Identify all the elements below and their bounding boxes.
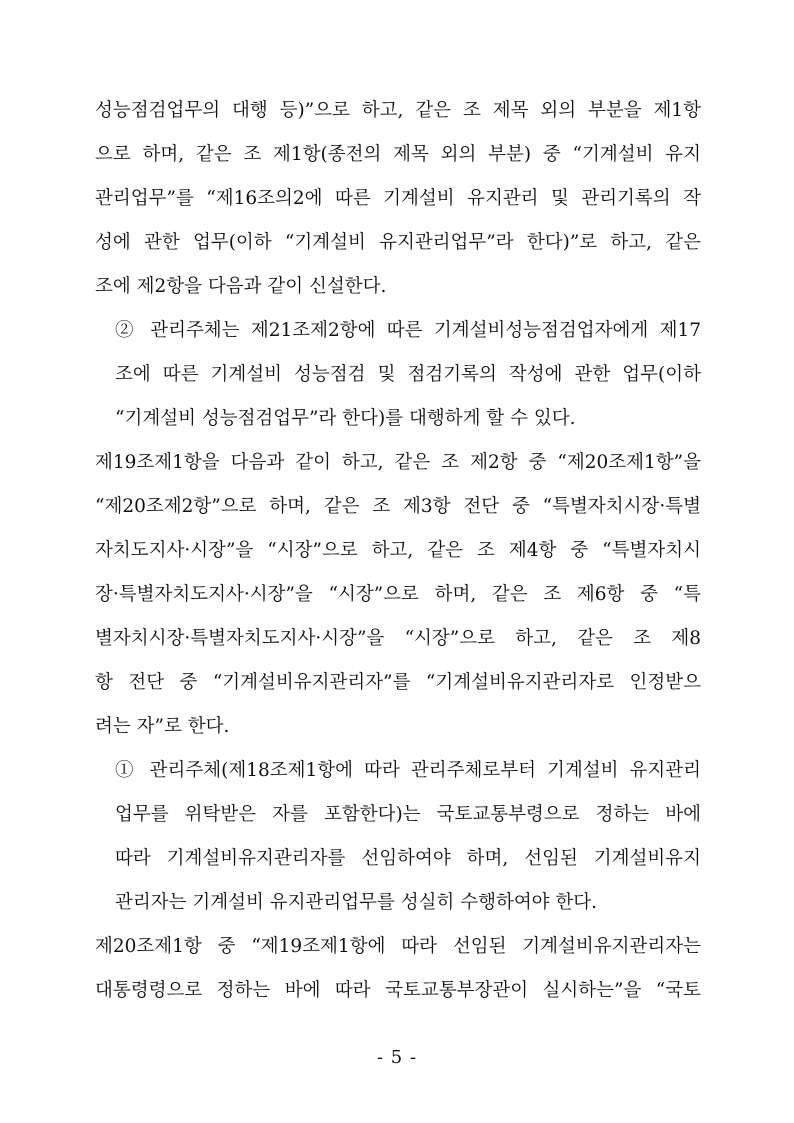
text-line: 대통령령으로 정하는 바에 따라 국토교통부장관이 실시하는”을 “국토: [95, 980, 701, 1001]
text-line: 조에 따른 기계설비 성능점검 및 점검기록의 작성에 관한 업무(이하: [115, 364, 701, 385]
text-line: 조에 제2항을 다음과 같이 신설한다.: [95, 276, 387, 297]
text-line: “제20조제2항”으로 하며, 같은 조 제3항 전단 중 “특별자치시장·특별: [95, 496, 701, 517]
text-line: 으로 하며, 같은 조 제1항(종전의 제목 외의 부분) 중 “기계설비 유지: [95, 144, 701, 165]
text-line: 장·특별자치도지사·시장”을 “시장”으로 하며, 같은 조 제6항 중 “특: [95, 584, 701, 605]
text-line: ② 관리주체는 제21조제2항에 따른 기계설비성능점검업자에게 제17: [115, 320, 701, 341]
text-line: 제19조제1항을 다음과 같이 하고, 같은 조 제2항 중 “제20조제1항”을: [95, 452, 701, 473]
text-line: 따라 기계설비유지관리자를 선임하여야 하며, 선임된 기계설비유지: [115, 848, 701, 869]
text-line: “기계설비 성능점검업무”라 한다)를 대행하게 할 수 있다.: [115, 408, 576, 429]
page-number: - 5 -: [376, 1047, 418, 1068]
text-line: 별자치시장·특별자치도지사·시장”을 “시장”으로 하고, 같은 조 제8: [95, 628, 701, 649]
text-line: 관리자는 기계설비 유지관리업무를 성실히 수행하여야 한다.: [115, 892, 598, 913]
text-line: 업무를 위탁받은 자를 포함한다)는 국토교통부령으로 정하는 바에: [115, 804, 701, 825]
text-line: 관리업무”를 “제16조의2에 따른 기계설비 유지관리 및 관리기록의 작: [95, 188, 701, 209]
text-line: 제20조제1항 중 “제19조제1항에 따라 선임된 기계설비유지관리자는: [95, 936, 701, 957]
text-line: ① 관리주체(제18조제1항에 따라 관리주체로부터 기계설비 유지관리: [115, 760, 701, 781]
text-line: 성에 관한 업무(이하 “기계설비 유지관리업무”라 한다)”로 하고, 같은: [95, 232, 701, 253]
text-line: 항 전단 중 “기계설비유지관리자”를 “기계설비유지관리자로 인정받으: [95, 672, 701, 693]
text-line: 성능점검업무의 대행 등)”으로 하고, 같은 조 제목 외의 부분을 제1항: [95, 100, 701, 121]
text-line: 려는 자”로 한다.: [95, 716, 230, 737]
text-line: 자치도지사·시장”을 “시장”으로 하고, 같은 조 제4항 중 “특별자치시: [95, 540, 701, 561]
